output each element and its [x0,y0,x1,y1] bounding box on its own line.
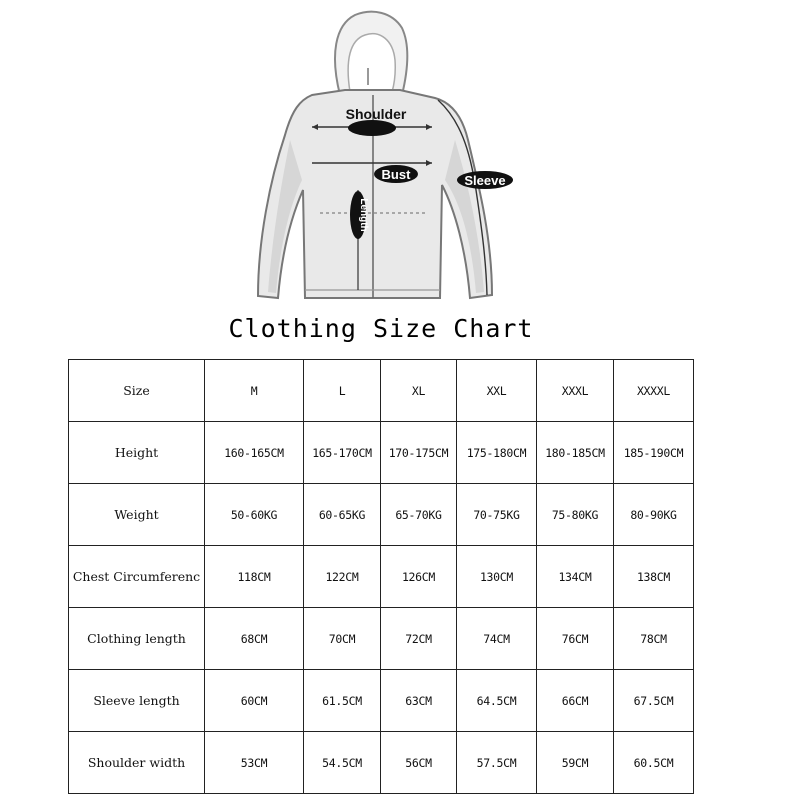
cell-weight-m: 50-60KG [205,484,304,546]
size-header-xl: XL [381,360,457,422]
cell-chest-circumferenc-xxl: 130CM [457,546,537,608]
cell-chest-circumferenc-xxxl: 134CM [537,546,614,608]
cell-clothing-length-l: 70CM [304,608,381,670]
cell-weight-l: 60-65KG [304,484,381,546]
table-row-height [69,422,694,484]
cell-height-xxxxl: 185-190CM [614,422,694,484]
chart-title: Clothing Size Chart [228,314,534,343]
row-label-chest-circumferenc: Chest Circumferenc [69,546,205,608]
jacket-measurement-illustration [250,0,540,305]
row-label-weight: Weight [69,484,205,546]
row-label-clothing-length: Clothing length [69,608,205,670]
cell-weight-xl: 65-70KG [381,484,457,546]
bust-label: Bust [381,167,411,182]
cell-shoulder-width-xxxxl: 60.5CM [614,732,694,794]
cell-clothing-length-xxl: 74CM [457,608,537,670]
cell-sleeve-length-l: 61.5CM [304,670,381,732]
cell-chest-circumferenc-m: 118CM [205,546,304,608]
table-header-row [69,360,694,422]
cell-clothing-length-xl: 72CM [381,608,457,670]
table-row-chest-circumferenc [69,546,694,608]
cell-shoulder-width-xl: 56CM [381,732,457,794]
cell-sleeve-length-xxxxl: 67.5CM [614,670,694,732]
length-label: Length [358,198,369,232]
cell-sleeve-length-xxxl: 66CM [537,670,614,732]
hood-inner-outline [348,34,395,92]
cell-height-xxxl: 180-185CM [537,422,614,484]
table-row-clothing-length [69,608,694,670]
size-chart-table [68,359,694,794]
size-header-l: L [304,360,381,422]
cell-weight-xxl: 70-75KG [457,484,537,546]
cell-shoulder-width-m: 53CM [205,732,304,794]
size-header-xxl: XXL [457,360,537,422]
cell-shoulder-width-l: 54.5CM [304,732,381,794]
table-row-shoulder-width [69,732,694,794]
cell-height-m: 160-165CM [205,422,304,484]
cell-height-xxl: 175-180CM [457,422,537,484]
cell-clothing-length-xxxxl: 78CM [614,608,694,670]
table-row-sleeve-length [69,670,694,732]
shoulder-label: Shoulder [345,106,407,122]
table-row-weight [69,484,694,546]
cell-clothing-length-m: 68CM [205,608,304,670]
cell-chest-circumferenc-l: 122CM [304,546,381,608]
cell-chest-circumferenc-xxxxl: 138CM [614,546,694,608]
cell-sleeve-length-m: 60CM [205,670,304,732]
size-header-xxxxl: XXXXL [614,360,694,422]
sleeve-label: Sleeve [464,173,506,188]
cell-height-l: 165-170CM [304,422,381,484]
row-label-height: Height [69,422,205,484]
cell-weight-xxxl: 75-80KG [537,484,614,546]
shoulder-marker [348,120,396,136]
row-label-sleeve-length: Sleeve length [69,670,205,732]
size-header-xxxl: XXXL [537,360,614,422]
cell-sleeve-length-xl: 63CM [381,670,457,732]
header-size-label: Size [69,360,205,422]
cell-sleeve-length-xxl: 64.5CM [457,670,537,732]
cell-chest-circumferenc-xl: 126CM [381,546,457,608]
size-header-m: M [205,360,304,422]
row-label-shoulder-width: Shoulder width [69,732,205,794]
cell-shoulder-width-xxxl: 59CM [537,732,614,794]
cell-shoulder-width-xxl: 57.5CM [457,732,537,794]
cell-weight-xxxxl: 80-90KG [614,484,694,546]
cell-clothing-length-xxxl: 76CM [537,608,614,670]
cell-height-xl: 170-175CM [381,422,457,484]
